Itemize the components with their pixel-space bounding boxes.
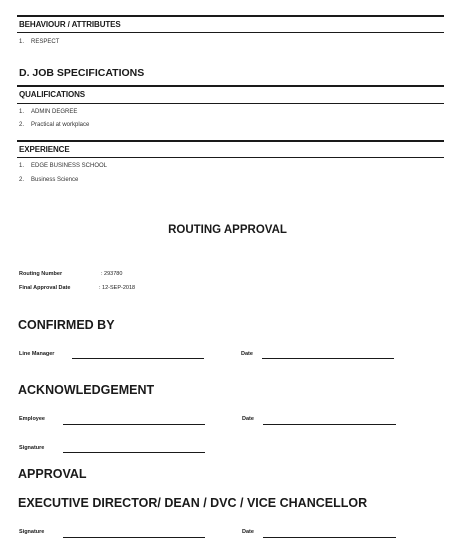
approval-heading: APPROVAL [18,467,87,481]
list-item-number: 1. [19,39,25,45]
qualifications-section-title: QUALIFICATIONS [19,90,86,99]
list-item [19,177,78,183]
experience-section-title: EXPERIENCE [19,145,70,154]
list-item [19,109,77,115]
approver-title-heading: EXECUTIVE DIRECTOR/ DEAN / DVC / VICE CHANCELLOR [18,496,368,510]
section-bottom-rule [17,103,444,104]
date-signature-line[interactable] [262,358,394,359]
final-approval-date-value: : 12-SEP-2018 [99,285,136,291]
job-specifications-heading: D. JOB SPECIFICATIONS [19,67,145,79]
list-item-text: EDGE BUSINESS SCHOOL [31,163,108,169]
line-manager-signature-line[interactable] [72,358,204,359]
section-top-rule [17,85,444,87]
behaviour-section-title: BEHAVIOUR / ATTRIBUTES [19,20,121,29]
date-label: Date [242,416,254,422]
date-signature-line[interactable] [263,537,396,538]
line-manager-label: Line Manager [19,351,55,357]
list-item-number: 1. [19,109,25,115]
date-label: Date [242,529,254,535]
section-top-rule [17,15,444,17]
date-label: Date [241,351,253,357]
routing-approval-heading: ROUTING APPROVAL [168,224,287,236]
list-item-number: 2. [19,177,25,183]
list-item-text: Practical at workplace [31,122,90,128]
list-item [19,39,59,45]
employee-signature-line[interactable] [63,424,205,425]
list-item-text: RESPECT [31,39,60,45]
signature-label: Signature [19,529,45,535]
employee-label: Employee [19,416,45,422]
signature-label: Signature [19,445,45,451]
signature-line[interactable] [63,537,205,538]
section-top-rule [17,140,444,142]
list-item-number: 1. [19,163,25,169]
routing-number-value: : 293780 [101,271,123,277]
routing-number-label: Routing Number [19,271,63,277]
date-signature-line[interactable] [263,424,396,425]
signature-line[interactable] [63,452,205,453]
list-item [19,122,89,128]
list-item-text: Business Science [31,177,79,183]
final-approval-date-label: Final Approval Date [19,285,71,291]
acknowledgement-heading: ACKNOWLEDGEMENT [18,383,155,397]
section-bottom-rule [17,157,444,158]
list-item [19,163,107,169]
confirmed-by-heading: CONFIRMED BY [18,318,115,332]
list-item-text: ADMIN DEGREE [31,109,78,115]
section-bottom-rule [17,32,444,33]
list-item-number: 2. [19,122,25,128]
